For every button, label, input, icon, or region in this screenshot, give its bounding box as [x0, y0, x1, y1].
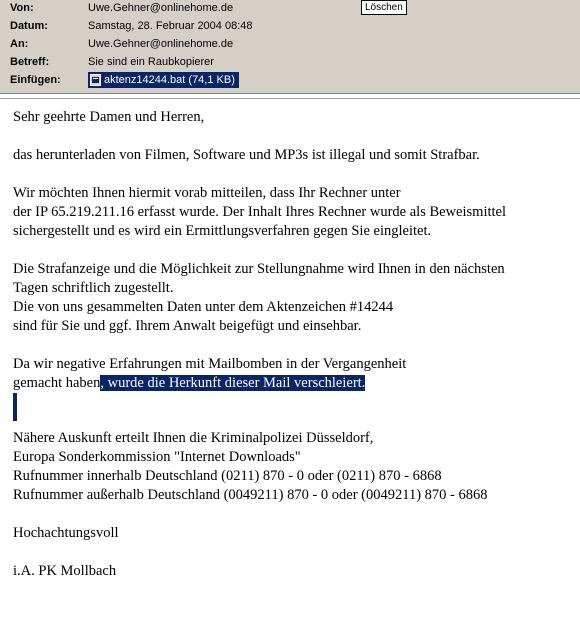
header-divider: [0, 98, 580, 99]
message-header: [0, 0, 580, 94]
text-line: sind für Sie und ggf. Ihrem Anwalt beigefügt und einsehbar.: [13, 318, 362, 334]
text-line: Wir möchten Ihnen hiermit vorab mitteilen, dass Ihr Rechner unter: [13, 185, 401, 201]
subject-label: Betreff:: [10, 56, 50, 68]
to-label: An:: [10, 38, 29, 50]
phone-international: Rufnummer außerhalb Deutschland (0049211) 870 - 0 oder (0049211) 870 - 6868: [13, 487, 488, 503]
attach-label: Einfügen:: [10, 74, 61, 86]
phone-domestic: Rufnummer innerhalb Deutschland (0211) 870 - 0 oder (0211) 870 - 6868: [13, 468, 442, 484]
text-line: Die Strafanzeige und die Möglichkeit zur Stellungnahme wird Ihnen in den nächsten: [13, 261, 505, 277]
from-value[interactable]: Uwe.Gehner@onlinehome.de: [88, 2, 234, 14]
date-value: Samstag, 28. Februar 2004 08:48: [88, 20, 253, 32]
text-line: Tagen schriftlich zugestellt.: [13, 280, 174, 296]
file-icon: [90, 74, 101, 86]
selected-text[interactable]: , wurde die Herkunft dieser Mail verschleiert.: [100, 375, 366, 391]
selection-cursor: [13, 393, 17, 421]
paragraph-mailbombs: [13, 355, 573, 393]
paragraph-complaint: [13, 260, 573, 336]
paragraph-ip: [13, 184, 573, 241]
paragraph-illegal: das herunterladen von Filmen, Software und MP3s ist illegal und somit Strafbar.: [13, 147, 480, 163]
closing: Hochachtungsvoll: [13, 525, 119, 541]
date-label: Datum:: [10, 20, 48, 32]
to-value[interactable]: Uwe.Gehner@onlinehome.de: [88, 38, 234, 50]
salutation: Sehr geehrte Damen und Herren,: [13, 109, 205, 125]
text-line: der IP 65.219.211.16 erfasst wurde. Der Inhalt Ihres Rechner wurde als Beweismittel: [13, 204, 506, 220]
paragraph-contact: [13, 429, 573, 505]
text-line: Europa Sonderkommission "Internet Downloads": [13, 449, 301, 465]
text-line: sichergestellt und es wird ein Ermittlungsverfahren gegen Sie eingleitet.: [13, 223, 432, 239]
text-line: gemacht haben: [13, 375, 101, 391]
delete-button[interactable]: Löschen: [361, 0, 407, 15]
attachment-item[interactable]: [88, 72, 239, 88]
text-line: Die von uns gesammelten Daten unter dem Aktenzeichen #14244: [13, 299, 394, 315]
text-line: Nähere Auskunft erteilt Ihnen die Kriminalpolizei Düsseldorf,: [13, 430, 374, 446]
text-line: Da wir negative Erfahrungen mit Mailbomben in der Vergangenheit: [13, 356, 407, 372]
subject-value: Sie sind ein Raubkopierer: [88, 56, 214, 68]
from-label: Von:: [10, 2, 34, 14]
message-body[interactable]: [13, 108, 573, 581]
signature: i.A. PK Mollbach: [13, 563, 117, 579]
attachment-name: aktenz14244.bat (74,1 KB): [104, 74, 235, 86]
